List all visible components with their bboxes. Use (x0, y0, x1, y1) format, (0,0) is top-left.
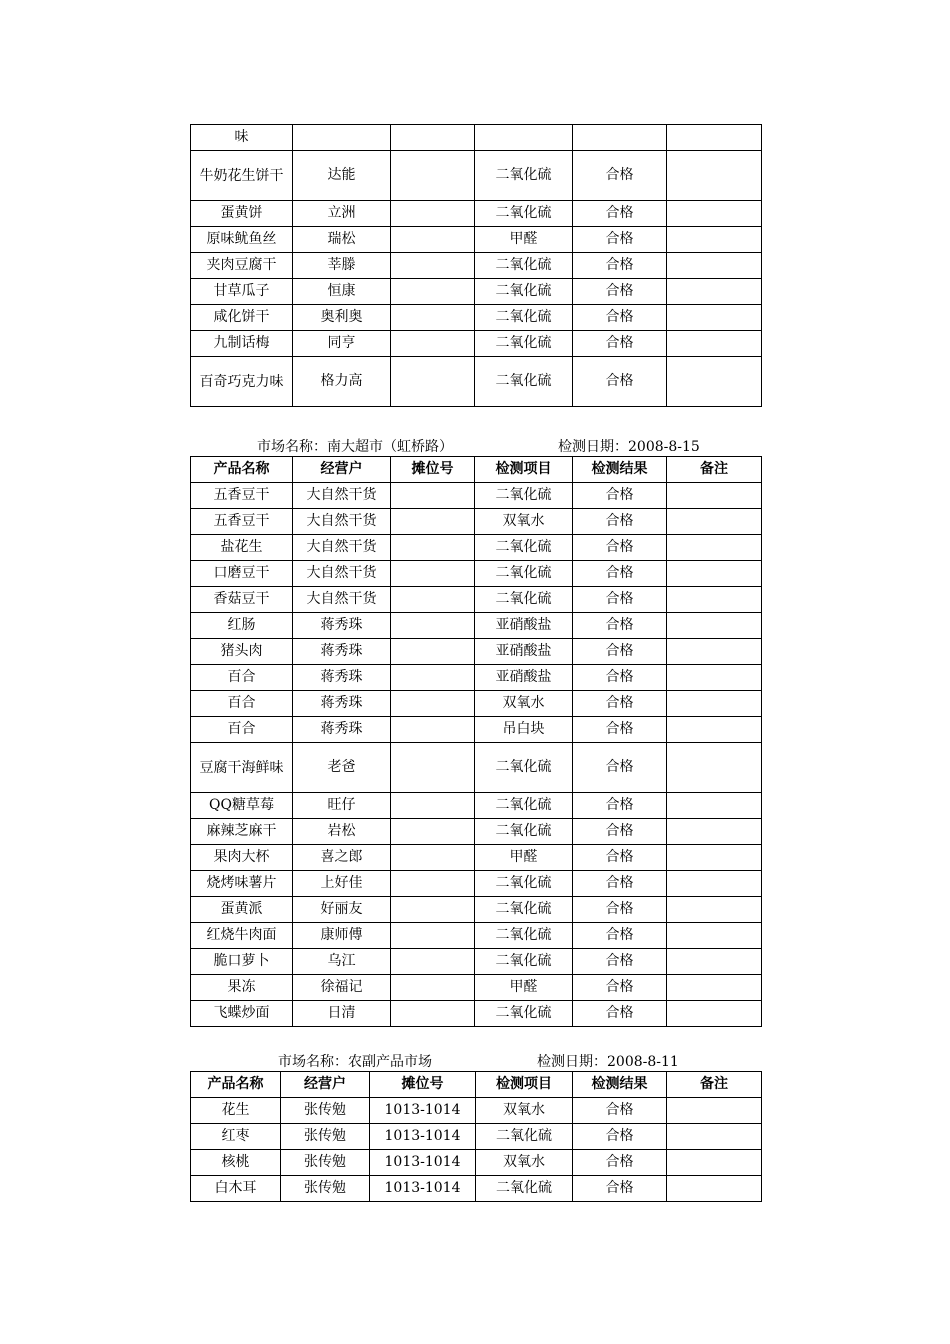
table-cell: 立洲 (293, 201, 391, 227)
table-cell (667, 1098, 762, 1124)
column-header: 检测项目 (475, 457, 573, 483)
table-row (191, 923, 762, 949)
table-cell (667, 357, 762, 407)
table-cell: 脆口萝卜 (191, 949, 293, 975)
table-cell: 二氧化硫 (475, 483, 573, 509)
table-cell (391, 1001, 475, 1027)
inspection-table-continued (190, 124, 762, 407)
table-cell: 大自然干货 (293, 587, 391, 613)
table-cell (391, 613, 475, 639)
table-cell: 合格 (573, 845, 667, 871)
table-cell (667, 253, 762, 279)
table-cell: 合格 (573, 535, 667, 561)
table-cell: 红肠 (191, 613, 293, 639)
table-cell: 合格 (573, 151, 667, 201)
table-cell: 合格 (573, 949, 667, 975)
table-cell: 果肉大杯 (191, 845, 293, 871)
table-cell (667, 587, 762, 613)
column-header: 产品名称 (191, 1072, 281, 1098)
table-cell (391, 253, 475, 279)
table-cell (667, 279, 762, 305)
table-cell: 合格 (573, 819, 667, 845)
table-cell (667, 561, 762, 587)
table-cell (391, 975, 475, 1001)
table-cell: 二氧化硫 (475, 331, 573, 357)
table-row (191, 845, 762, 871)
table-cell: 徐福记 (293, 975, 391, 1001)
inspection-table-nanda (190, 456, 762, 1027)
table-row (191, 1176, 762, 1202)
table-row (191, 1001, 762, 1027)
table-cell (667, 509, 762, 535)
table-cell: 蛋黄饼 (191, 201, 293, 227)
table-cell: 蒋秀珠 (293, 613, 391, 639)
column-header: 检测结果 (573, 1072, 667, 1098)
table-cell: 二氧化硫 (476, 1176, 573, 1202)
table-cell: 二氧化硫 (475, 793, 573, 819)
table-cell: 合格 (573, 483, 667, 509)
table-cell: 二氧化硫 (475, 949, 573, 975)
inspection-date-label: 检测日期：2008-8-15 (558, 439, 700, 455)
table-cell: 亚硝酸盐 (475, 613, 573, 639)
table-row (191, 125, 762, 151)
table-row (191, 331, 762, 357)
table-cell: 二氧化硫 (475, 561, 573, 587)
table-cell (391, 279, 475, 305)
table-row (191, 665, 762, 691)
table-cell: 双氧水 (475, 691, 573, 717)
table-cell: 大自然干货 (293, 509, 391, 535)
table-row (191, 949, 762, 975)
table-cell (667, 201, 762, 227)
table-cell: 白木耳 (191, 1176, 281, 1202)
table-cell: 1013-1014 (370, 1098, 476, 1124)
table-cell (667, 305, 762, 331)
table-cell: 红枣 (191, 1124, 281, 1150)
table-row (191, 561, 762, 587)
table-cell: 盐花生 (191, 535, 293, 561)
table-cell: 亚硝酸盐 (475, 665, 573, 691)
table-cell (391, 357, 475, 407)
table-cell: 康师傅 (293, 923, 391, 949)
table-row (191, 871, 762, 897)
table-cell: 合格 (573, 975, 667, 1001)
table-cell: 双氧水 (475, 509, 573, 535)
market-name-label: 市场名称：南大超市（虹桥路） (257, 439, 453, 455)
table-cell (391, 665, 475, 691)
table-cell: 合格 (573, 639, 667, 665)
table-cell: 合格 (573, 509, 667, 535)
table-cell: 张传勉 (281, 1150, 370, 1176)
table-cell (391, 639, 475, 665)
table-cell (391, 227, 475, 253)
table-cell (391, 587, 475, 613)
table-row (191, 613, 762, 639)
table-cell: 双氧水 (476, 1150, 573, 1176)
table-cell: 原味鱿鱼丝 (191, 227, 293, 253)
column-header: 摊位号 (391, 457, 475, 483)
table-cell: 二氧化硫 (475, 871, 573, 897)
table-cell: 二氧化硫 (475, 201, 573, 227)
table-cell: 二氧化硫 (475, 819, 573, 845)
table-row (191, 587, 762, 613)
table-cell: 大自然干货 (293, 535, 391, 561)
table-cell (667, 483, 762, 509)
table-cell: 五香豆干 (191, 483, 293, 509)
table-cell (667, 535, 762, 561)
table-cell (667, 1150, 762, 1176)
table-row (191, 793, 762, 819)
table-cell: 合格 (573, 253, 667, 279)
table-cell: 合格 (573, 793, 667, 819)
table-cell: 岩松 (293, 819, 391, 845)
column-header: 检测结果 (573, 457, 667, 483)
inspection-date-label: 检测日期：2008-8-11 (537, 1054, 679, 1070)
table-cell: 吊白块 (475, 717, 573, 743)
table-cell (391, 871, 475, 897)
table-cell: 红烧牛肉面 (191, 923, 293, 949)
table-cell: 牛奶花生饼干 (191, 151, 293, 201)
table-row (191, 483, 762, 509)
table-cell: 二氧化硫 (475, 151, 573, 201)
table-cell: 夹肉豆腐干 (191, 253, 293, 279)
table-row (191, 975, 762, 1001)
table-cell: 合格 (573, 201, 667, 227)
table-cell (391, 125, 475, 151)
table-cell: 香菇豆干 (191, 587, 293, 613)
table-cell: 达能 (293, 151, 391, 201)
table-cell: 合格 (573, 561, 667, 587)
table-cell (391, 743, 475, 793)
table-cell: 合格 (573, 1176, 667, 1202)
table-cell (391, 691, 475, 717)
table-row (191, 819, 762, 845)
table-cell: 日清 (293, 1001, 391, 1027)
table-cell: 合格 (573, 897, 667, 923)
table-cell: 五香豆干 (191, 509, 293, 535)
table-cell: 口磨豆干 (191, 561, 293, 587)
table-cell: 旺仔 (293, 793, 391, 819)
table-cell: 乌江 (293, 949, 391, 975)
table-row (191, 717, 762, 743)
table-header (191, 457, 762, 483)
table-row (191, 279, 762, 305)
table-cell: 二氧化硫 (475, 587, 573, 613)
table-row (191, 509, 762, 535)
table-cell (667, 819, 762, 845)
table-cell (391, 561, 475, 587)
table-cell: 甲醛 (475, 845, 573, 871)
table-cell (391, 819, 475, 845)
table-cell: 二氧化硫 (475, 535, 573, 561)
table-cell: 二氧化硫 (475, 253, 573, 279)
table-cell: 合格 (573, 1098, 667, 1124)
table-cell (667, 845, 762, 871)
table-cell: 蒋秀珠 (293, 717, 391, 743)
table-cell: 奥利奥 (293, 305, 391, 331)
table-cell: 合格 (573, 717, 667, 743)
table-cell: 合格 (573, 357, 667, 407)
table-cell (667, 897, 762, 923)
column-header: 产品名称 (191, 457, 293, 483)
table-cell: 合格 (573, 1124, 667, 1150)
table-cell (391, 509, 475, 535)
table-cell: 合格 (573, 1001, 667, 1027)
table-cell: 甘草瓜子 (191, 279, 293, 305)
table-cell: 甲醛 (475, 975, 573, 1001)
table-row (191, 1124, 762, 1150)
table-row (191, 305, 762, 331)
table-cell: 合格 (573, 279, 667, 305)
table-cell (667, 975, 762, 1001)
table-header (191, 1072, 762, 1098)
table-cell: 果冻 (191, 975, 293, 1001)
table-cell: 花生 (191, 1098, 281, 1124)
table-cell: 甲醛 (475, 227, 573, 253)
table-cell (391, 535, 475, 561)
table-cell (293, 125, 391, 151)
table-cell: 合格 (573, 923, 667, 949)
table-body (191, 483, 762, 1027)
table-cell (573, 125, 667, 151)
table-cell: 1013-1014 (370, 1124, 476, 1150)
table-cell (391, 483, 475, 509)
table-row (191, 253, 762, 279)
table-cell: 1013-1014 (370, 1150, 476, 1176)
table-cell (391, 331, 475, 357)
table-cell: 合格 (573, 331, 667, 357)
table-cell: 二氧化硫 (476, 1124, 573, 1150)
table-cell (667, 949, 762, 975)
table-cell: 格力高 (293, 357, 391, 407)
table-cell: 合格 (573, 305, 667, 331)
table-cell: 老爸 (293, 743, 391, 793)
table-body (191, 125, 762, 407)
table-cell: 大自然干货 (293, 561, 391, 587)
inspection-table-nongfu (190, 1071, 762, 1202)
table-cell: QQ糖草莓 (191, 793, 293, 819)
table-cell: 百合 (191, 717, 293, 743)
table-cell (667, 227, 762, 253)
table-cell: 麻辣芝麻干 (191, 819, 293, 845)
table-cell: 合格 (573, 227, 667, 253)
table-cell (667, 151, 762, 201)
table-cell: 猪头肉 (191, 639, 293, 665)
table-cell: 核桃 (191, 1150, 281, 1176)
table-cell (391, 793, 475, 819)
table-cell: 同亨 (293, 331, 391, 357)
column-header: 摊位号 (370, 1072, 476, 1098)
table-cell: 百合 (191, 665, 293, 691)
table-cell: 二氧化硫 (475, 357, 573, 407)
table-cell (667, 665, 762, 691)
table-cell: 大自然干货 (293, 483, 391, 509)
column-header: 备注 (667, 457, 762, 483)
table-cell: 合格 (573, 691, 667, 717)
table-cell: 合格 (573, 665, 667, 691)
table-cell (667, 743, 762, 793)
column-header: 检测项目 (476, 1072, 573, 1098)
table-row (191, 357, 762, 407)
table-cell: 豆腐干海鲜味 (191, 743, 293, 793)
table-row (191, 743, 762, 793)
table-row (191, 897, 762, 923)
table-cell (667, 691, 762, 717)
table-cell: 好丽友 (293, 897, 391, 923)
table-cell: 合格 (573, 587, 667, 613)
table-cell (391, 923, 475, 949)
table-cell (391, 897, 475, 923)
table-cell: 莘滕 (293, 253, 391, 279)
table-cell: 百合 (191, 691, 293, 717)
table-cell (667, 871, 762, 897)
table-row (191, 227, 762, 253)
column-header: 经营户 (293, 457, 391, 483)
table-cell (667, 717, 762, 743)
table-cell: 合格 (573, 743, 667, 793)
table-cell (667, 125, 762, 151)
table-cell: 合格 (573, 613, 667, 639)
table-row (191, 1098, 762, 1124)
table-cell: 瑞松 (293, 227, 391, 253)
table-cell: 二氧化硫 (475, 1001, 573, 1027)
table-cell: 二氧化硫 (475, 743, 573, 793)
table-cell: 合格 (573, 1150, 667, 1176)
table-cell (667, 1176, 762, 1202)
table-cell: 二氧化硫 (475, 305, 573, 331)
table-cell: 飞蝶炒面 (191, 1001, 293, 1027)
table-cell: 合格 (573, 871, 667, 897)
table-cell: 二氧化硫 (475, 897, 573, 923)
table-row (191, 535, 762, 561)
table-cell (391, 201, 475, 227)
table-cell (667, 793, 762, 819)
table-cell (667, 1124, 762, 1150)
table-cell: 咸化饼干 (191, 305, 293, 331)
table-body (191, 1098, 762, 1202)
market-name-label: 市场名称：农副产品市场 (278, 1054, 432, 1070)
table-cell (391, 305, 475, 331)
table-cell: 张传勉 (281, 1098, 370, 1124)
table-cell: 双氧水 (476, 1098, 573, 1124)
table-cell (391, 845, 475, 871)
table-cell: 烧烤味薯片 (191, 871, 293, 897)
table-cell: 张传勉 (281, 1124, 370, 1150)
table-row (191, 691, 762, 717)
table-row (191, 639, 762, 665)
column-header: 经营户 (281, 1072, 370, 1098)
table-row (191, 1150, 762, 1176)
table-cell: 九制话梅 (191, 331, 293, 357)
table-cell: 味 (191, 125, 293, 151)
table-cell: 蒋秀珠 (293, 665, 391, 691)
table-cell (391, 151, 475, 201)
table-cell (667, 613, 762, 639)
table-cell: 亚硝酸盐 (475, 639, 573, 665)
table-cell: 上好佳 (293, 871, 391, 897)
table-cell: 百奇巧克力味 (191, 357, 293, 407)
table-cell (667, 923, 762, 949)
table-cell: 1013-1014 (370, 1176, 476, 1202)
table-cell: 蒋秀珠 (293, 691, 391, 717)
table-cell: 喜之郎 (293, 845, 391, 871)
table-cell (391, 949, 475, 975)
table-cell: 二氧化硫 (475, 279, 573, 305)
table-cell: 蒋秀珠 (293, 639, 391, 665)
table-cell: 张传勉 (281, 1176, 370, 1202)
table-row (191, 201, 762, 227)
table-cell: 恒康 (293, 279, 391, 305)
table-cell: 蛋黄派 (191, 897, 293, 923)
table-cell: 二氧化硫 (475, 923, 573, 949)
table-cell (391, 717, 475, 743)
table-row (191, 151, 762, 201)
table-cell (667, 1001, 762, 1027)
table-cell (475, 125, 573, 151)
column-header: 备注 (667, 1072, 762, 1098)
table-cell (667, 639, 762, 665)
table-cell (667, 331, 762, 357)
